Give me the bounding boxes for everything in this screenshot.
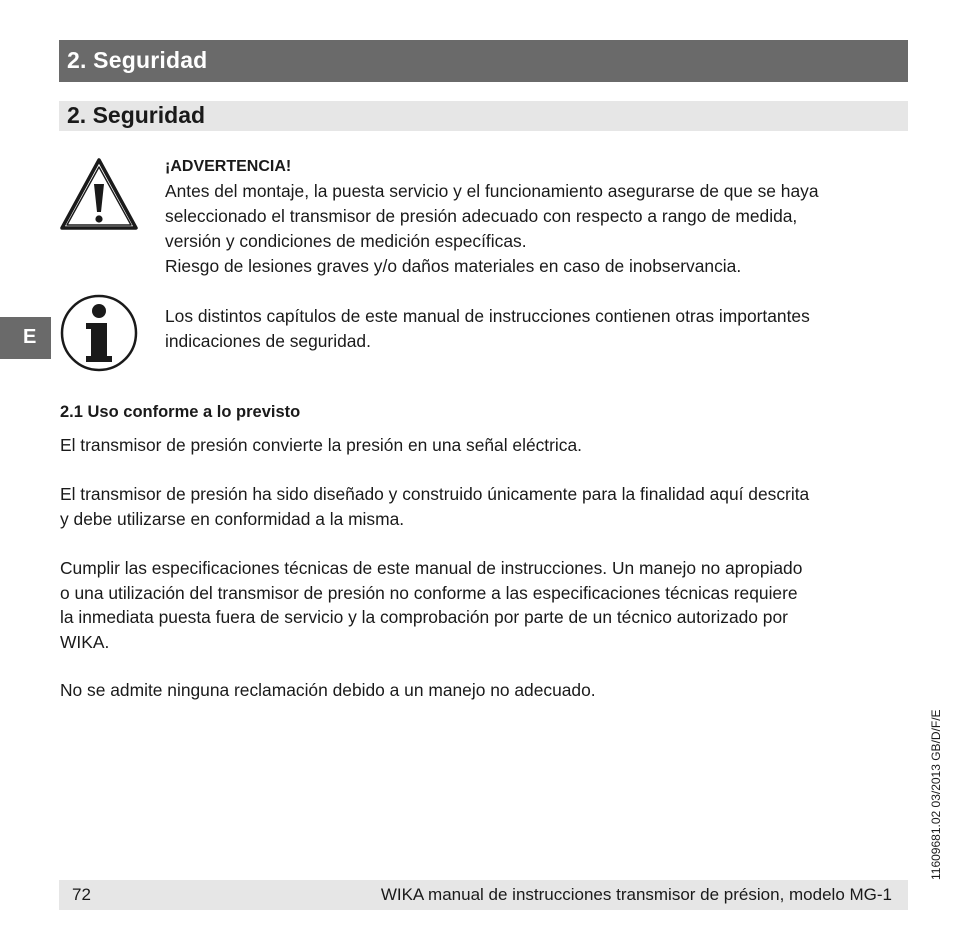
warning-line: Riesgo de lesiones graves y/o daños materiales en caso de inobservancia.	[165, 256, 742, 276]
section-header-bar	[59, 101, 908, 131]
footer-document-title: WIKA manual de instrucciones transmisor de présion, modelo MG-1	[380, 885, 892, 904]
document-code: 11609681.02 03/2013 GB/D/F/E	[929, 709, 943, 880]
information-line: Los distintos capítulos de este manual de instrucciones contienen otras importantes	[165, 306, 810, 326]
language-tab-label: E	[23, 326, 37, 348]
warning-line: versión y condiciones de medición específicas.	[165, 231, 527, 251]
paragraph	[60, 556, 912, 654]
information-block	[165, 304, 910, 354]
paragraph	[60, 433, 912, 458]
paragraph-line: El transmisor de presión ha sido diseñado y construido únicamente para la finalidad aquí descrita	[60, 484, 810, 504]
chapter-title: 2. Seguridad	[67, 47, 208, 73]
footer-bar	[59, 880, 908, 910]
warning-block	[165, 154, 910, 279]
paragraph	[60, 678, 912, 703]
paragraph-line: o una utilización del transmisor de presión no conforme a las especificaciones técnicas requiere	[60, 582, 798, 603]
warning-line: Antes del montaje, la puesta servicio y el funcionamiento asegurarse de que se haya	[165, 181, 819, 201]
paragraph	[60, 482, 912, 531]
section-title: 2. Seguridad	[67, 102, 206, 128]
paragraph-line: y debe utilizarse en conformidad a la misma.	[60, 508, 405, 529]
paragraph-line: No se admite ninguna reclamación debido a un manejo no adecuado.	[60, 680, 596, 700]
paragraph-line: Cumplir las especificaciones técnicas de este manual de instrucciones. Un manejo no apropiado	[60, 558, 803, 578]
paragraph-line: WIKA.	[60, 631, 110, 652]
page-number: 72	[72, 885, 91, 904]
chapter-header-bar	[59, 40, 908, 82]
info-icon	[59, 292, 139, 379]
warning-title: ¡ADVERTENCIA!	[165, 158, 292, 175]
paragraph-line: El transmisor de presión convierte la presión en una señal eléctrica.	[60, 435, 582, 455]
information-line: indicaciones de seguridad.	[165, 331, 371, 351]
subsection-title: 2.1 Uso conforme a lo previsto	[60, 403, 301, 421]
warning-line: seleccionado el transmisor de presión adecuado con respecto a rango de medida,	[165, 206, 798, 226]
paragraph-line: la inmediata puesta fuera de servicio y la comprobación por parte de un técnico autorizado por	[60, 607, 788, 627]
language-tab	[0, 317, 51, 359]
warning-triangle-icon	[59, 157, 139, 236]
